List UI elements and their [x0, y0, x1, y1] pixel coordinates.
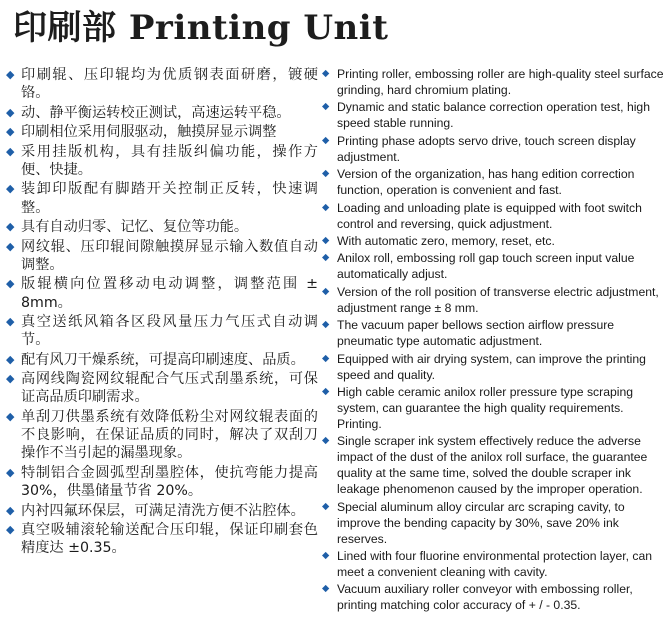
chinese-list-item — [6, 408, 318, 463]
english-list-item — [322, 166, 670, 198]
chinese-list-item — [6, 313, 318, 349]
chinese-item-text: 内衬四氟环保层，可满足清洗方便不沾腔体。 — [21, 502, 305, 519]
chinese-item-text: 单刮刀供墨系统有效降低粉尘对网纹辊表面的不良影响，在保证品质的同时，解决了双刮刀操作不当引起的漏墨现象。 — [21, 408, 318, 462]
diamond-bullet-icon: ◆ — [6, 220, 15, 234]
chinese-item-text: 动、静平衡运转校正测试，高速运转平稳。 — [21, 104, 291, 121]
chinese-list-item — [6, 123, 318, 141]
diamond-bullet-icon: ◆ — [322, 201, 330, 213]
chinese-item-text: 印刷辊、压印辊均为优质钢表面研磨，镀硬铬。 — [21, 67, 318, 102]
english-feature-list — [322, 66, 670, 615]
english-list-item — [322, 200, 670, 232]
chinese-list-item — [6, 275, 318, 311]
english-item-text: Version of the organization, has hang edition correction function, operation is convenient and fast. — [337, 167, 635, 198]
english-list-item — [322, 99, 670, 131]
diamond-bullet-icon: ◆ — [6, 144, 15, 158]
diamond-bullet-icon: ◆ — [322, 435, 330, 447]
chinese-list-item — [6, 238, 318, 274]
english-item-text: Special aluminum alloy circular arc scraping cavity, to improve the bending capacity by 30%, save 20% ink reserves. — [337, 499, 625, 546]
diamond-bullet-icon: ◆ — [322, 319, 330, 331]
english-item-text: Printing phase adopts servo drive, touch screen display adjustment. — [337, 133, 636, 164]
english-item-text: High cable ceramic anilox roller pressure type scraping system, can guarantee the high quality requirements. Printing. — [337, 384, 634, 431]
chinese-item-text: 印刷相位采用伺服驱动，触摸屏显示调整 — [21, 124, 277, 141]
english-list-item — [322, 351, 670, 383]
diamond-bullet-icon: ◆ — [6, 68, 15, 81]
chinese-list-item — [6, 502, 318, 520]
english-list-item — [322, 548, 670, 580]
diamond-bullet-icon: ◆ — [6, 409, 15, 423]
chinese-item-text: 装卸印版配有脚踏开关控制正反转，快速调整。 — [21, 181, 318, 216]
chinese-list-item — [6, 218, 318, 236]
diamond-bullet-icon: ◆ — [6, 465, 15, 479]
chinese-list-item — [6, 521, 318, 557]
english-item-text: Version of the roll position of transverse electric adjustment, adjustment range ± 8 mm. — [337, 284, 659, 315]
chinese-item-text: 具有自动归零、记忆、复位等功能。 — [21, 219, 249, 236]
diamond-bullet-icon: ◆ — [6, 372, 15, 386]
diamond-bullet-icon: ◆ — [322, 500, 330, 512]
diamond-bullet-icon: ◆ — [322, 134, 330, 146]
chinese-item-text: 网纹辊、压印辊间隙触摸屏显示输入数值自动调整。 — [21, 238, 318, 273]
chinese-list-item — [6, 370, 318, 406]
chinese-list-item — [6, 464, 318, 500]
diamond-bullet-icon: ◆ — [6, 352, 15, 366]
diamond-bullet-icon: ◆ — [6, 125, 15, 139]
diamond-bullet-icon: ◆ — [6, 523, 15, 537]
english-list-item — [322, 384, 670, 432]
chinese-list-item — [6, 143, 318, 179]
english-list-item — [322, 284, 670, 316]
english-item-text: Single scraper ink system effectively reduce the adverse impact of the dust of the anilox roll surface, the guarantee quality at the same time, solved the double scraper ink leakage phenomenon caused by the improper operation. — [337, 434, 648, 497]
chinese-item-text: 采用挂版机构，具有挂版纠偏功能，操作方便、快捷。 — [21, 143, 318, 178]
chinese-list-item — [6, 351, 318, 369]
english-list-item — [322, 233, 670, 249]
diamond-bullet-icon: ◆ — [322, 234, 330, 246]
chinese-item-text: 版辊横向位置移动电动调整，调整范围 ± 8mm。 — [21, 276, 318, 311]
diamond-bullet-icon: ◆ — [322, 285, 330, 297]
chinese-list-item — [6, 104, 318, 122]
diamond-bullet-icon: ◆ — [322, 168, 330, 180]
english-item-text: The vacuum paper bellows section airflow pressure pneumatic type automatic adjustment. — [337, 318, 615, 349]
diamond-bullet-icon: ◆ — [322, 101, 330, 113]
diamond-bullet-icon: ◆ — [6, 105, 15, 119]
chinese-item-text: 配有风刀干燥系统，可提高印刷速度、品质。 — [21, 351, 305, 368]
diamond-bullet-icon: ◆ — [322, 385, 330, 397]
english-item-text: With automatic zero, memory, reset, etc. — [337, 233, 555, 248]
english-item-text: Equipped with air drying system, can improve the printing speed and quality. — [337, 351, 646, 382]
diamond-bullet-icon: ◆ — [322, 68, 330, 79]
diamond-bullet-icon: ◆ — [6, 239, 15, 253]
diamond-bullet-icon: ◆ — [322, 550, 330, 562]
chinese-item-text: 真空吸辅滚轮输送配合压印辊，保证印刷套色精度达 ±0.35。 — [21, 522, 318, 557]
english-list-item — [322, 317, 670, 349]
diamond-bullet-icon: ◆ — [322, 583, 330, 595]
chinese-feature-list — [6, 66, 318, 559]
english-item-text: Printing roller, embossing roller are high-quality steel surface grinding, hard chromium plating. — [337, 67, 664, 97]
chinese-item-text: 真空送纸风箱各区段风量压力气压式自动调节。 — [21, 314, 318, 349]
english-item-text: Anilox roll, embossing roll gap touch screen input value automatically adjust. — [337, 251, 635, 282]
english-list-item — [322, 250, 670, 282]
diamond-bullet-icon: ◆ — [6, 503, 15, 517]
chinese-list-item — [6, 66, 318, 102]
english-list-item — [322, 581, 670, 613]
english-item-text: Vacuum auxiliary roller conveyor with embossing roller, printing matching color accuracy of + / - 0.35. — [337, 582, 633, 613]
english-list-item — [322, 66, 670, 98]
chinese-item-text: 高网线陶瓷网纹辊配合气压式刮墨系统，可保证高品质印刷需求。 — [21, 371, 318, 406]
diamond-bullet-icon: ◆ — [6, 277, 15, 291]
english-item-text: Dynamic and static balance correction operation test, high speed stable running. — [337, 100, 650, 131]
english-item-text: Lined with four fluorine environmental protection layer, can meet a convenient cleaning with cavity. — [337, 549, 653, 580]
chinese-item-text: 特制铝合金圆弧型刮墨腔体，使抗弯能力提高 30%，供墨储量节省 20%。 — [21, 464, 318, 500]
chinese-list-item — [6, 180, 318, 216]
diamond-bullet-icon: ◆ — [6, 315, 15, 329]
english-list-item — [322, 133, 670, 165]
diamond-bullet-icon: ◆ — [322, 352, 330, 364]
english-list-item — [322, 499, 670, 547]
english-item-text: Loading and unloading plate is equipped with foot switch control and reversing, quick adjustment. — [337, 200, 642, 231]
page-title: 印刷部 Printing Unit — [13, 8, 389, 48]
diamond-bullet-icon: ◆ — [6, 182, 15, 196]
diamond-bullet-icon: ◆ — [322, 252, 330, 264]
english-list-item — [322, 433, 670, 497]
